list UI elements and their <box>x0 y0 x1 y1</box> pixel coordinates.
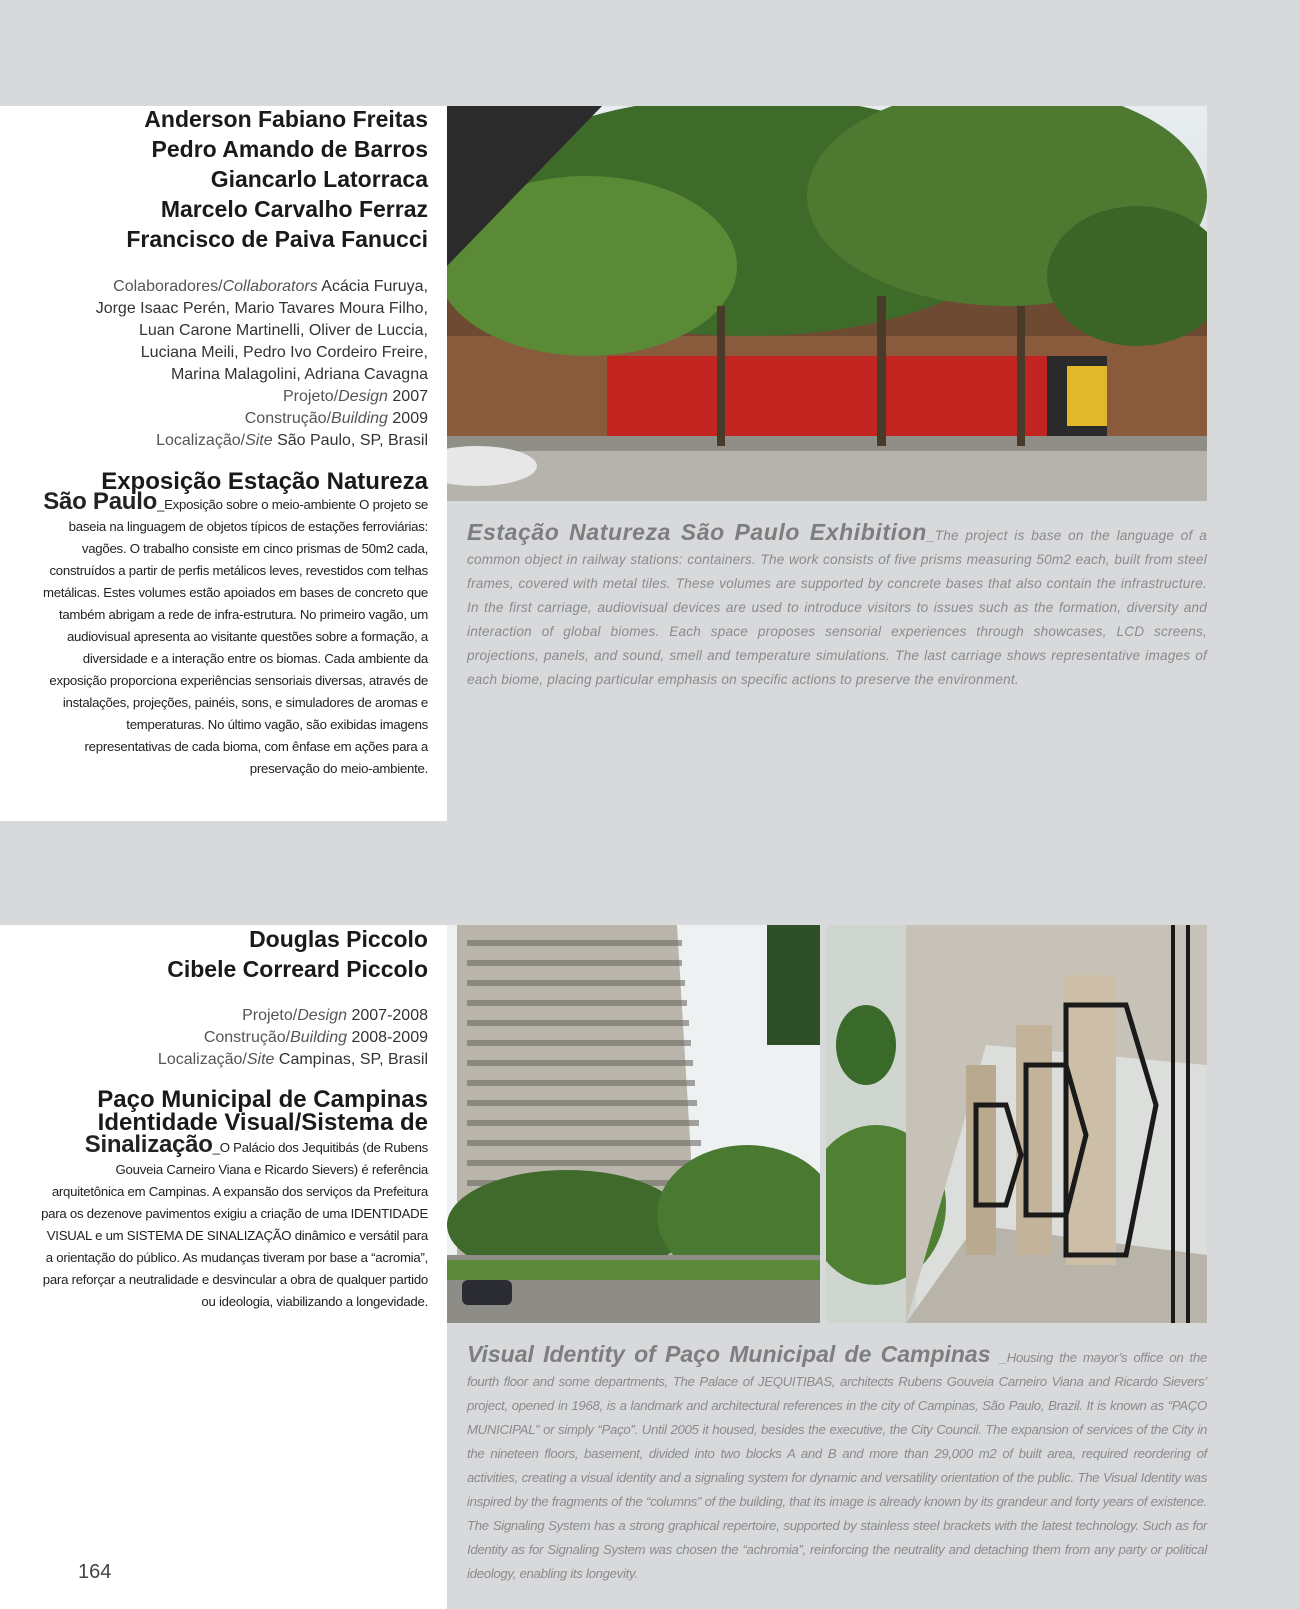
middle-grey-band <box>0 821 1300 925</box>
author-name: Pedro Amando de Barros <box>151 136 428 162</box>
project2-english-text <box>467 1342 1207 1586</box>
project2-credits <box>158 1005 428 1071</box>
project2-title-line3: Sinalização <box>84 1131 213 1158</box>
project1-title: Exposição Estação Natureza <box>101 468 428 495</box>
project1-title-line2: São Paulo <box>43 488 158 515</box>
project1-body-text: _Exposição sobre o meio-ambiente O projeto se baseia na linguagem de objetos típicos de estações ferroviárias: vagões. O trabalho consiste em cinco prismas de 50m2 cada, construídos a partir de perfis metálicos leves, revestidos com telhas metálicas. Estes volumes estão apoiados em bases de concreto que também abrigam a rede de infra-estrutura. No primeiro vagão, um audiovisual apresenta ao visitante questões sobre a formação, a diversidade e a interação entre os biomas. Cada ambiente da exposição proporciona experiências sensoriais diversas, através de instalações, projeções, painéis, sons, e simuladores de aromas e temperaturas. No último vagão, são exibidas imagens representativas de cada bioma, com ênfase em ações para a preservação do meio-ambiente. <box>43 497 428 776</box>
page-number: 164 <box>78 1561 112 1583</box>
design-line: Projeto/Design 2007 <box>283 388 428 405</box>
site-line: Localização/Site São Paulo, SP, Brasil <box>156 432 428 449</box>
author-name: Cibele Correard Piccolo <box>167 956 428 982</box>
collaborators-line: Colaboradores/Collaborators Acácia Furuya, <box>113 278 428 295</box>
author-name: Douglas Piccolo <box>249 926 428 952</box>
author-name: Marcelo Carvalho Ferraz <box>160 196 428 222</box>
project1-en-body: _The project is base on the language of a common object in railway stations: containers. The work consists of five prisms measuring 50m2 each, built from steel frames, covered with metal tiles. These volumes are supported by concrete bases that also contain the infrastructure. In the first carriage, audiovisual devices are used to introduce visitors to issues such as the formation, diversity and interaction of global biomes. Each space proposes sensorial experiences through showcases, LCD screens, projections, panels, and sound, smell and temperature simulations. The last carriage shows representative images of each biome, placing particular emphasis on specific actions to preserve the environment. <box>467 528 1207 687</box>
building-photo-image <box>447 925 820 1323</box>
collaborators-line: Marina Malagolini, Adriana Cavagna <box>170 366 428 383</box>
project2-authors <box>167 924 428 984</box>
collaborators-line: Luan Carone Martinelli, Oliver de Luccia, <box>138 322 428 339</box>
top-grey-band <box>0 0 1300 106</box>
exhibition-photo-image <box>447 106 1207 501</box>
author-name: Giancarlo Latorraca <box>210 166 428 192</box>
collaborators-line: Jorge Isaac Perén, Mario Tavares Moura Filho, <box>95 300 428 317</box>
building-line: Construção/Building 2008-2009 <box>203 1029 428 1046</box>
building-line: Construção/Building 2009 <box>244 410 428 427</box>
collaborators-line: Luciana Meili, Pedro Ivo Cordeiro Freire, <box>140 344 428 361</box>
project2-en-title: Visual Identity of Paço Municipal de Campinas <box>467 1341 1000 1367</box>
project2-photo-signage <box>826 925 1207 1323</box>
project1-authors <box>126 104 428 254</box>
author-name: Anderson Fabiano Freitas <box>144 106 428 132</box>
project2-body-pt <box>40 1131 428 1313</box>
site-line: Localização/Site Campinas, SP, Brasil <box>157 1051 428 1068</box>
signage-photo-image <box>826 925 1207 1323</box>
design-line: Projeto/Design 2007-2008 <box>242 1007 428 1024</box>
project2-title: Paço Municipal de Campinas Identidade Visual/Sistema de <box>97 1086 428 1136</box>
project1-credits <box>96 276 428 452</box>
project1-photo <box>447 106 1207 501</box>
project1-en-title: Estação Natureza São Paulo Exhibition <box>467 519 927 545</box>
project1-english-text <box>467 520 1207 692</box>
project2-en-body: _Housing the mayor’s office on the fourth floor and some departments, The Palace of JEQUITIBAS, architects Rubens Gouveia Carneiro Viana and Ricardo Sievers’ project, opened in 1968, is a landmark and architectural references in the city of Campinas, São Paulo, Brazil. It is known as “PAÇO MUNICIPAL” or simply “Paço”. Until 2005 it housed, besides the executive, the City Council. The expansion of services of the City in the nineteen floors, basement, divided into two blocks A and B and more than 29,000 m2 of built area, required reordering of activities, creating a visual identity and a signaling system for dynamic and versatility orientation of the public. The Visual Identity was inspired by the fragments of the “columns” of the building, that its image is already known by its grandeur and forty years of existence. The Signaling System has a strong graphical repertoire, supported by stainless steel brackets with the latest technology. Such as for Identity as for Signaling System was chosen the “achromia”, reinforcing the neutrality and detaching them from any party or political ideology, enabling its longevity. <box>467 1350 1207 1581</box>
project2-body-text: _O Palácio dos Jequitibás (de Rubens Gouveia Carneiro Viana e Ricardo Sievers) é referência arquitetônica em Campinas. A expansão dos serviços da Prefeitura para os dezenove pavimentos exigiu a criação de uma IDENTIDADE VISUAL e um SISTEMA DE SINALIZAÇÃO dinâmico e versátil para a orientação do público. As mudanças tiveram por base a “acromia”, para reforçar a neutralidade e desvincular a obra de qualquer partido ou ideologia, viabilizando a longevidade. <box>41 1140 428 1309</box>
project1-body-pt <box>40 488 428 780</box>
project2-photo-building <box>447 925 820 1323</box>
author-name: Francisco de Paiva Fanucci <box>126 226 428 252</box>
